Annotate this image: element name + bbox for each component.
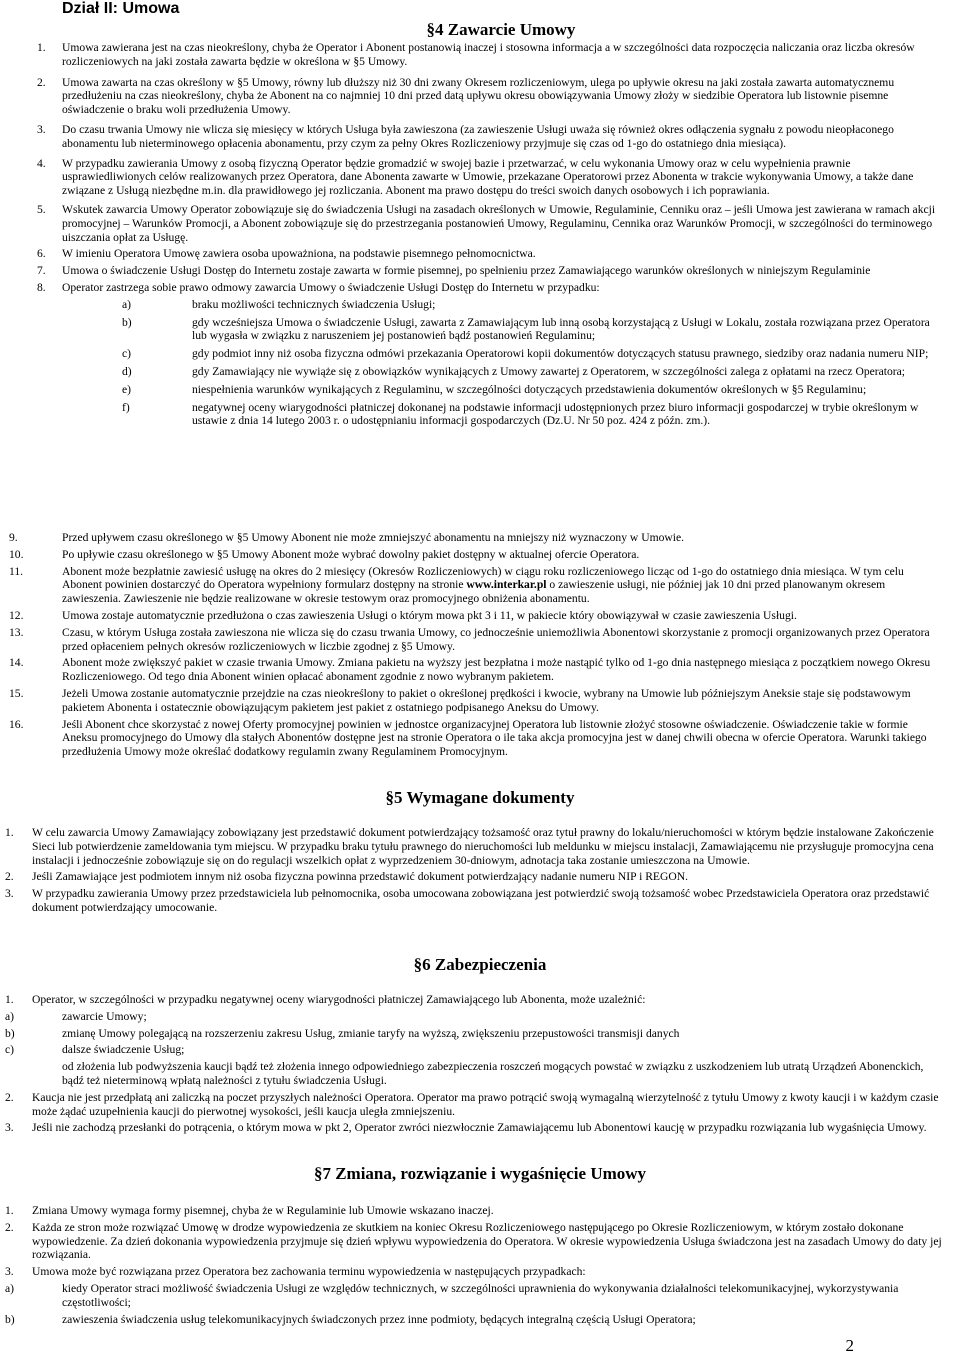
item-text-part: o zawieszenie usługi, nie później jak 10 dni przed planowanym okresem zawieszenia. Zawieszenie nie będzie realizowane w okresie testowym oraz promocyjnego obniżenia abonamentu. [62, 578, 886, 606]
sub-item [5, 1010, 945, 1024]
sub-item-text: negatywnej oceny wiarygodności płatniczej dokonanej na podstawie informacji udostępnionych przez biuro informacji gospodarczej w trybie określonym w ustawie z dnia 14 lutego 2003 r. o udostępnianiu informacji gospodarczych (Dz.U. Nr 50 poz. 424 z późn. zm.). [192, 400, 919, 428]
list-item [5, 870, 945, 884]
item-text: Jeśli Zamawiające jest podmiotem innym niż osoba fizyczna powinna przedstawić dokument potwierdzający nadanie numeru NIP i REGON. [32, 870, 689, 884]
sub-item [122, 316, 937, 344]
item-text: Jeśli nie zachodzą przesłanki do potrącenia, o którym mowa w pkt 2, Operator zwróci niezwłocznie Zamawiającemu lub Abonentowi kaucję w przypadku rozwiązania lub wygaśnięcia Umowy. [32, 1121, 927, 1135]
item-text: Umowa o świadczenie Usługi Dostęp do Internetu zostaje zawarta w formie pisemnej, po spełnieniu przez Zamawiającego warunków określonych w niniejszym Regulaminie [62, 264, 871, 278]
list-item [5, 887, 945, 915]
item-number: 3. [5, 887, 14, 901]
section-6-list [5, 993, 945, 1135]
item-number: 6. [37, 247, 46, 261]
list-item [37, 157, 937, 198]
sub-item-label: b) [122, 315, 132, 329]
item-text: Wskutek zawarcia Umowy Operator zobowiązuje się do świadczenia Usługi na zasadach określonych w Umowie, Regulaminie, Cenniku oraz – jeśli Umowa jest zawierana w ramach akcji promocyjnej – Warunków Promocji, a Abonent zobowiązuje się do przestrzegania postanowień Umowy, Regulaminu, Cennika oraz Warunków Promocji, w szczególności do terminowego uiszczania opłat za Usługę. [62, 202, 936, 244]
item-number: 2. [37, 75, 46, 89]
sub-item [5, 1313, 945, 1327]
sub-item-label: b) [5, 1312, 15, 1326]
list-item [5, 1204, 945, 1218]
list-item [37, 264, 937, 278]
sub-item [122, 298, 937, 312]
item-text: Abonent może zwiększyć pakiet w czasie trwania Umowy. Zmiana pakietu na wyższy jest bezpłatna i może nastąpić tylko od 1-go dnia następnego miesiąca z początkiem nowego Okresu Rozliczeniowego. Od tego dnia Abonent winien opłacać abonament zgodnie z nowo wybranym pakietem. [62, 656, 931, 684]
item-text: Do czasu trwania Umowy nie wlicza się miesięcy w których Usługa była zawieszona (za zawieszenie Usługi uważa się również okres odłączenia sygnału z powodu nieopłaconego abonamentu lub nieterminowego opłacenia abonamentu, przy czym za pełny Okres Rozliczeniowy przyjmuje się czas od 1-go do ostatniego dnia miesiąca). [62, 122, 894, 150]
part-title: Dział II: Umowa [62, 0, 180, 17]
sub-item [122, 365, 937, 379]
item-number: 2. [5, 1220, 14, 1234]
sub-item-label: b) [5, 1026, 15, 1040]
sub-item-label: a) [122, 297, 132, 311]
item-number: 3. [5, 1121, 14, 1135]
item-number: 9. [9, 531, 18, 544]
list-item [5, 826, 945, 867]
item-text: Operator, w szczególności w przypadku negatywnej oceny wiarygodności płatniczej Zamawiającego lub Abonenta, może uzależnić: [32, 993, 646, 1006]
item-text: Umowa zawarta na czas określony w §5 Umowy, równy lub dłuższy niż 30 dni zwany Okresem rozliczeniowym, ulega po upływie okresu na jaki została zawarta automatycznemu przedłużeniu na czas nieokreślony, chyba że Abonent na co najmniej 10 dni przed datą upływu okresu obowiązywania Umowy złoży w siedzibie Operatora lub listownie pisemne oświadczenie o braku woli przedłużenia Umowy. [62, 75, 895, 117]
sub-item [122, 401, 937, 429]
sub-item [122, 347, 937, 361]
list-item [9, 718, 937, 759]
list-item [9, 565, 937, 606]
sub-item-text: kiedy Operator straci możliwość świadczenia Usługi ze względów technicznych, w szczególności uprawnienia do wykonywania działalności telekomunikacyjnej, wykorzystywania częstotliwości; [62, 1281, 899, 1309]
item-number: 1. [37, 41, 46, 54]
sub-item-text: gdy Zamawiający nie wywiąże się z obowiązków wynikających z Umowy zawartej z Operatorem, w szczególności zalega z opłatami na rzecz Operatora; [192, 364, 906, 378]
list-item [9, 687, 937, 715]
section-6-title: §6 Zabezpieczenia [413, 955, 547, 974]
list-item [9, 626, 937, 654]
section-5-list [5, 826, 945, 915]
item-number: 7. [37, 264, 46, 278]
item-text: Każda ze stron może rozwiązać Umowę w drodze wypowiedzenia ze skutkiem na koniec Okresu Rozliczeniowego następującego po Okresie Rozliczeniowym, w którym zostało dokonane wypowiedzenie. Za dzień dokonania wypowiedzenia przyjmuje się dzień wpływu wypowiedzenia do Operatora. W okresie wypowiedzenia Usługa świadczona jest na zasadach Umowy do daty jej rozwiązania. [32, 1220, 942, 1262]
item-number: 16. [9, 717, 24, 731]
sub-item-text: gdy wcześniejsza Umowa o świadczenie Usługi, zawarta z Zamawiającym lub inną osobą korzystającą z Usługi w Lokalu, została rozwiązana przez Operatora lub wygasła w związku z naruszeniem jej postanowień bądź postanowień Regulaminu; [192, 315, 930, 343]
item-text: Operator zastrzega sobie prawo odmowy zawarcia Umowy o świadczenie Usługi Dostęp do Internetu w przypadku: [62, 280, 600, 294]
sub-item-text: zawieszenia świadczenia usług telekomunikacyjnych świadczonych przez inne podmioty, będących integralną częścią Usługi Operatora; [62, 1312, 696, 1326]
item-number: 2. [5, 1090, 14, 1104]
sub-item-label: f) [122, 400, 130, 414]
list-item [9, 531, 937, 545]
item-number: 15. [9, 686, 24, 700]
list-item [37, 41, 937, 69]
item-number: 2. [5, 870, 14, 884]
item-number: 13. [9, 625, 24, 639]
sub-item-label: c) [5, 1043, 15, 1057]
sub-item-text: braku możliwości technicznych świadczenia Usługi; [192, 297, 436, 311]
list-item [9, 656, 937, 684]
item-text: Po upływie czasu określonego w §5 Umowy Abonent może wybrać dowolny pakiet dostępny w aktualnej ofercie Operatora. [62, 547, 640, 561]
sub-item [5, 1027, 945, 1041]
section-4-list-continued [9, 531, 937, 759]
item-text: Kaucja nie jest przedpłatą ani zaliczką na poczet przyszłych należności Operatora. Operator ma prawo potrącić swoją wymagalną wierzytelność z tytułu Umowy z kwoty kaucji i w każdym czasie może żądać uzupełnienia kaucji do pierwotnej wysokości, jeśli kaucja uległa zmniejszeniu. [32, 1090, 939, 1118]
list-item [37, 247, 937, 261]
section-5-title: §5 Wymagane dokumenty [385, 788, 575, 807]
sub-item [122, 383, 937, 397]
website-link[interactable]: www.interkar.pl [466, 578, 547, 592]
list-item [37, 123, 937, 151]
item-number: 12. [9, 608, 24, 622]
sub-item-label: a) [5, 1009, 15, 1023]
page-number: 2 [845, 1336, 854, 1355]
item-text: W przypadku zawierania Umowy przez przedstawiciela lub pełnomocnika, osoba umocowana zobowiązana jest potwierdzić swoją tożsamość wobec Przedstawiciela Operatora oraz przedstawić dokument potwierdzający umocowanie. [32, 887, 930, 914]
item-text: Zmiana Umowy wymaga formy pisemnej, chyba że w Regulaminie lub Umowie wskazano inaczej. [32, 1204, 494, 1217]
sub-item-text: gdy podmiot inny niż osoba fizyczna odmówi przekazania Operatorowi kopii dokumentów dotyczących statusu prawnego, siedziby oraz nadania numeru NIP; [192, 347, 929, 361]
list-item [37, 281, 937, 295]
sub-item [5, 1043, 945, 1057]
list-item [5, 1091, 945, 1119]
section-4-title: §4 Zawarcie Umowy [426, 20, 576, 39]
list-item [5, 993, 945, 1007]
sub-list [37, 298, 937, 428]
list-item [9, 609, 937, 623]
item-text [62, 565, 937, 606]
sub-item-text: dalsze świadczenie Usług; [62, 1043, 185, 1057]
sub-item [5, 1282, 945, 1310]
item-text: Umowa zawierana jest na czas nieokreślony, chyba że Operator i Abonent postanowią inaczej i stosowna informacja a w szczególności data rozpoczęcia naliczania oraz liczba okresów rozliczeniowych na jaki została zawarta będzie w określona w §5 Umowy. [62, 41, 915, 68]
sub-item-text: zawarcie Umowy; [62, 1009, 147, 1023]
item-text: W imieniu Operatora Umowę zawiera osoba upoważniona, na podstawie pisemnego pełnomocnictwa. [62, 247, 536, 261]
item-text: W przypadku zawierania Umowy z osobą fizyczną Operator będzie gromadzić w swojej bazie i przetwarzać, w celu wykonania Umowy oraz w celu wypełnienia prawnie usprawiedliwionych celów realizowanych przez Operatora, dane Abonenta zawarte w Umowie, przekazane Operatorowi przez Abonenta w trakcie wykonywania Umowy, a także dane związane z Usługą niezbędne m.in. dla prawidłowego jej rozliczania. Abonent ma prawo dostępu do treści swoich danych osobowych i ich poprawiania. [62, 156, 914, 198]
sub-item-label: c) [122, 347, 132, 361]
item-number: 1. [5, 826, 14, 839]
item-number: 3. [37, 122, 46, 136]
sub-item-label: a) [5, 1281, 15, 1295]
list-item [5, 1221, 945, 1262]
sub-item-label: d) [122, 364, 132, 378]
item-number: 8. [37, 280, 46, 294]
list-item [9, 548, 937, 562]
sub-item-text: niespełnienia warunków wynikających z Regulaminu, w szczególności dotyczących przedstawienia dokumentów określonych w §5 Regulaminu; [192, 382, 867, 396]
section-4-list [37, 41, 937, 428]
item-number: 1. [5, 1204, 14, 1217]
list-item [5, 1121, 945, 1135]
item-text: od złożenia lub podwyższenia kaucji bądź też złożenia innego odpowiedniego zabezpieczenia roszczeń mogących powstać w związku z uszkodzeniem lub utratą Urządzeń Abonenckich, bądź też nieterminową wpłatą należności z tytułu świadczenia Usługi. [62, 1060, 924, 1087]
item-number: 3. [5, 1265, 14, 1279]
section-7-list [5, 1204, 945, 1326]
item-number: 4. [37, 156, 46, 170]
item-text: Jeżeli Umowa zostanie automatycznie przejdzie na czas nieokreślony to pakiet o określonej prędkości i kwocie, wybrany na Umowie lub późniejszym Aneksie staje się podstawowym pakietem Abonenta i ostatecznie obowiązującym pakietem jest pakiet z ostatniego podpisanego Aneksu do Umowy. [62, 686, 911, 714]
item-text: Czasu, w którym Usługa została zawieszona nie wlicza się do czasu trwania Umowy, co jednocześnie uniemożliwia Abonentowi skorzystanie z promocji organizowanych przez Operatora przed opłaceniem pełnych okresów rozliczeniowych w liczbie zgodnej z §5 Umowy. [62, 625, 930, 653]
item-number: 5. [37, 202, 46, 216]
list-item [5, 1265, 945, 1279]
item-number: 14. [9, 656, 24, 670]
item-number: 10. [9, 547, 24, 561]
item-number: 11. [9, 564, 24, 578]
item-text: W celu zawarcia Umowy Zamawiający zobowiązany jest przedstawić dokument potwierdzający tożsamość oraz tytuł prawny do lokalu/nieruchomości w którym będzie instalowane Zakończenie Sieci lub potwierdzenie zameldowania tym miejscu. W przypadku braku tytułu prawnego do nieruchomości lub meldunku w miejscu instalacji, Zamawiającemu nie przysługuje promocyjna cena instalacji i jednocześnie zobowiązuje się on do regulacji wszelkich opłat z wyprzedzeniem 30-dniowym, adnotacja taka zostanie umieszczona na Umowie. [32, 826, 934, 867]
list-item [37, 203, 937, 244]
item-text: Jeśli Abonent chce skorzystać z nowej Oferty promocyjnej powinien w jednostce organizacyjnej Operatora lub listownie złożyć stosowne oświadczenie. Oświadczenie takie w formie Aneksu promocyjnego do Umowy dla stałych Abonentów dostępne jest na stronie Operatora o ile taka akcja promocyjna jest w danej chwili obecna w ofercie Operatora. Warunki takiego przedłużenia Umowy może określać dodatkowy regulamin zwany Regulaminem Promocyjnym. [62, 717, 927, 759]
item-number: 1. [5, 993, 14, 1006]
section-7-title: §7 Zmiana, rozwiązanie i wygaśnięcie Umowy [313, 1164, 647, 1183]
list-item [37, 76, 937, 117]
sub-item-label: e) [122, 382, 132, 396]
sub-item-text: zmianę Umowy polegającą na rozszerzeniu zakresu Usług, zmianie taryfy na wyższą, zwiększeniu przepustowości transmisji danych [62, 1026, 680, 1040]
item-text: Umowa może być rozwiązana przez Operatora bez zachowania terminu wypowiedzenia w następujących przypadkach: [32, 1265, 586, 1279]
item-text: Przed upływem czasu określonego w §5 Umowy Abonent nie może zmniejszyć abonamentu na mniejszy niż wyznaczony w Umowie. [62, 531, 685, 544]
item-text: Umowa zostaje automatycznie przedłużona o czas zawieszenia Usługi o którym mowa pkt 3 i 11, w pakiecie który obowiązywał w czasie zawieszenia Usługi. [62, 608, 797, 622]
list-item-continuation [5, 1060, 945, 1088]
item-text-part: Abonent może bezpłatnie zawiesić usługę na okres do 2 miesięcy (Okresów Rozliczeniowych) w ciągu roku rozliczeniowego licząc od 1-go do ostatniego dnia miesiąca. W tym celu Abonent powinien dostarczyć do Operatora wypełniony formularz dostępny na stronie [62, 564, 904, 592]
